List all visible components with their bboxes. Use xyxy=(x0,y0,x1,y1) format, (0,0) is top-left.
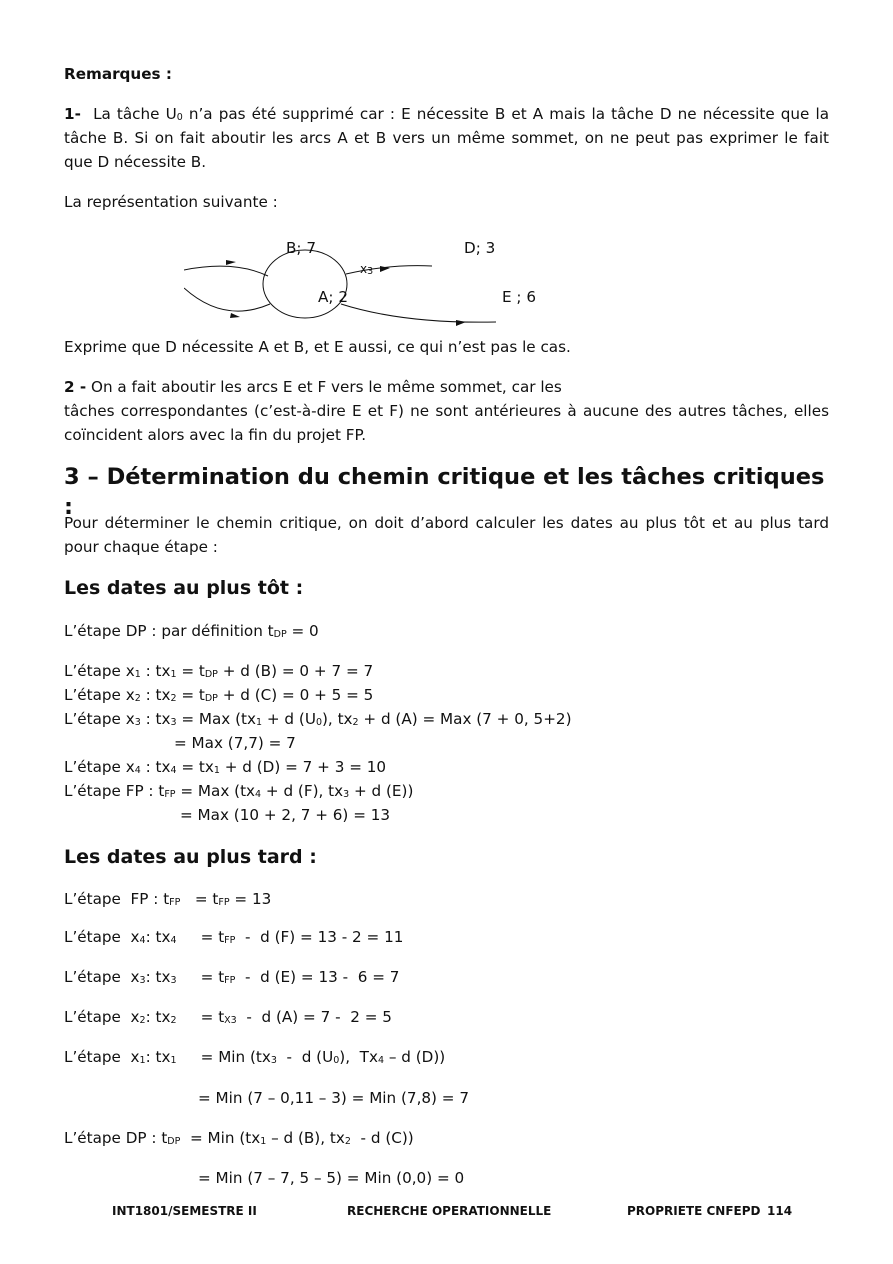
early-fp-result: = Max (10 + 2, 7 + 6) = 13 xyxy=(180,806,391,824)
node-x3-sub: 3 xyxy=(367,266,374,277)
arc-a-arrow xyxy=(230,313,240,318)
early-equations xyxy=(64,659,572,827)
early-dp: L’étape DP : par définition $t_{DP} = 0$ xyxy=(64,622,319,640)
late-x2: L’étape $x_2$: $tx_2$ = $t_{X3}$ - d (A) = 7 - 2 = 5 xyxy=(64,1008,392,1026)
remark-2-line-2: tâches correspondantes (c’est-à-dire E et F) ne sont antérieures à aucune des autres tâches, elles coïncident alors avec la fin du projet FP. xyxy=(64,402,829,444)
expression-text: Exprime que D nécessite A et B, et E aussi, ce qui n’est pas le cas. xyxy=(64,338,571,356)
remark-2-number: 2 - xyxy=(64,378,87,396)
arc-e-line xyxy=(341,304,496,322)
early-x3-result: = Max (7,7) = 7 xyxy=(174,734,296,752)
node-x3-x: x xyxy=(360,262,368,276)
remark-1-text-b: n’a pas été supprimé car : E nécessite B et A mais la tâche D ne nécessite que la tâche B. Si on fait aboutir les arcs A et B vers un même sommet, on ne peut pas exprimer le fait que D nécessite B. xyxy=(64,105,830,171)
footer-owner: PROPRIETE CNFEPD xyxy=(627,1204,761,1218)
late-x4: L’étape $x_4$: $tx_4$ = $t_{FP}$ - d (F) = 13 - 2 = 11 xyxy=(64,928,404,946)
footer-page-number: 114 xyxy=(767,1204,793,1218)
remark-1 xyxy=(64,102,829,174)
arc-d-line xyxy=(346,266,432,274)
section-3-title: 3 – Détermination du chemin critique et les tâches critiques : xyxy=(64,464,825,520)
arc-b-line xyxy=(184,266,268,276)
remark-2-line-1 xyxy=(64,375,829,399)
arc-a-line xyxy=(184,288,270,311)
label-a2: A; 2 xyxy=(318,288,348,306)
diagram-svg xyxy=(184,232,604,332)
arc-b-arrow xyxy=(226,260,236,265)
early-dates-title: Les dates au plus tôt : xyxy=(64,577,304,599)
label-b7: B; 7 xyxy=(286,239,317,257)
footer-course-code: INT1801/SEMESTRE II xyxy=(112,1204,257,1218)
label-e6: E ; 6 xyxy=(502,288,537,306)
arc-e-arrow xyxy=(456,320,466,326)
late-dp-result: = Min (7 – 7, 5 – 5) = Min (0,0) = 0 xyxy=(198,1169,465,1187)
late-fp: L’étape FP : $t_{FP} = t_{FP} = 13$ xyxy=(64,890,272,908)
late-dates-title: Les dates au plus tard : xyxy=(64,846,317,868)
remark-1-text-a: La tâche U xyxy=(93,105,177,123)
remark-1-number: 1- xyxy=(64,105,81,123)
remark-2-text-1: On a fait aboutir les arcs E et F vers le même sommet, car les xyxy=(86,378,562,396)
early-fp: L’étape FP : $t_{FP}$ = Max ($tx_4 + d$ (F), $tx_3 + d$ (E)) xyxy=(64,782,414,800)
representation-intro: La représentation suivante : xyxy=(64,193,278,211)
remarks-title: Remarques : xyxy=(64,65,172,83)
early-x3: L’étape $x_3$ : $tx_3$ = Max ($tx_1 + d$ $(U_0)$, $tx_2 + d$ (A) = Max (7 + 0, 5+2) xyxy=(64,710,572,728)
early-x1: L’étape $x_1$ : $tx_1 = t_{DP} + d$ (B) = 0 + 7 = 7 xyxy=(64,662,374,680)
remark-1-sub: 0 xyxy=(176,112,183,123)
node-x3-label xyxy=(360,262,373,276)
late-x1-result: = Min (7 – 0,11 – 3) = Min (7,8) = 7 xyxy=(198,1089,470,1107)
label-d3: D; 3 xyxy=(464,239,496,257)
precedence-diagram xyxy=(184,232,604,332)
late-x3: L’étape $x_3$: $tx_3$ = $t_{FP}$ - d (E) = 13 - 6 = 7 xyxy=(64,968,400,986)
early-x4: L’étape $x_4$ : $tx_4 = tx_1 + d$ (D) = 7 + 3 = 10 xyxy=(64,758,387,776)
node-x3-circle xyxy=(263,250,347,318)
late-x1: L’étape $x_1$: $tx_1$ = Min ($tx_3$ - d $(U_0)$, $Tx_4$ – d (D)) xyxy=(64,1048,446,1066)
late-dp: L’étape DP : $t_{DP}$ = Min ($tx_1$ – d (B), $tx_2$ - d (C)) xyxy=(64,1129,414,1147)
footer-subject: RECHERCHE OPERATIONNELLE xyxy=(347,1204,552,1218)
early-x2: L’étape $x_2$ : $tx_2 = t_{DP} + d$ (C) = 0 + 5 = 5 xyxy=(64,686,374,704)
section-3-intro: Pour déterminer le chemin critique, on doit d’abord calculer les dates au plus tôt et au plus tard pour chaque étape : xyxy=(64,514,829,556)
remark-2 xyxy=(64,375,829,447)
